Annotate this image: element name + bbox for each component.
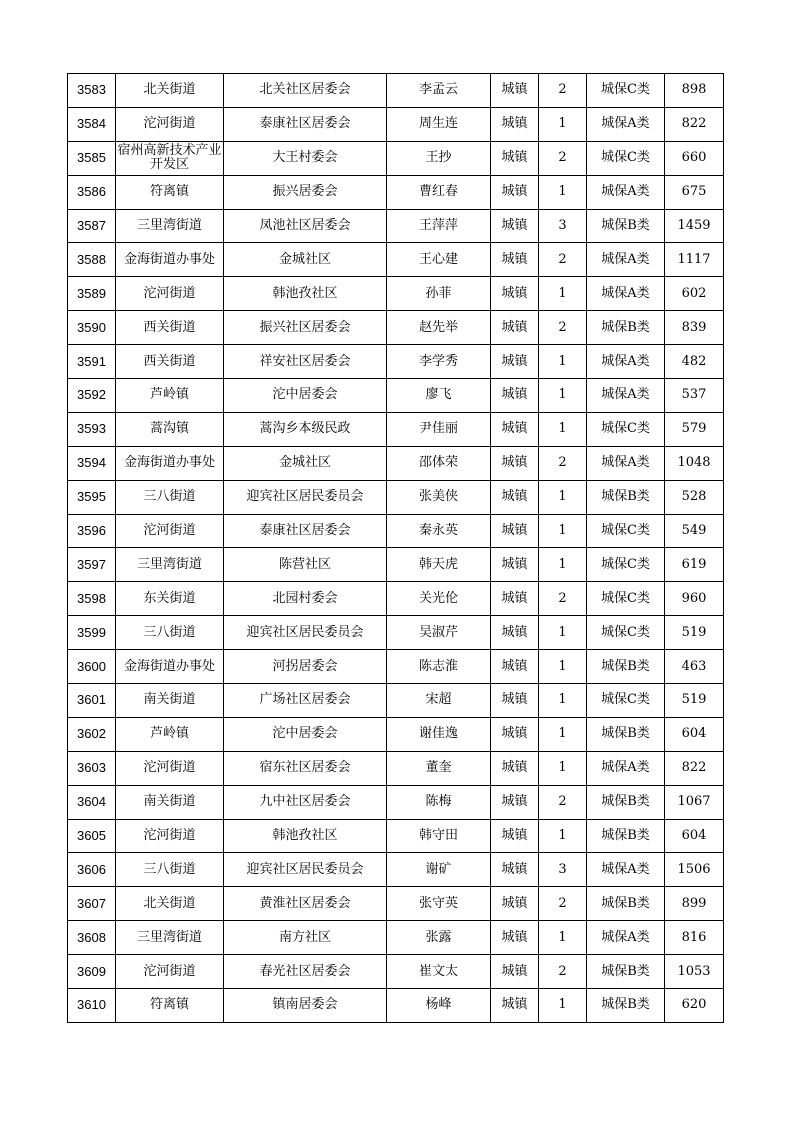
area-type-cell: 城镇 — [491, 650, 539, 684]
household-count-cell: 2 — [539, 446, 587, 480]
household-count-cell: 1 — [539, 650, 587, 684]
community-name-cell: 广场社区居委会 — [224, 684, 387, 718]
aid-amount-cell: 822 — [665, 107, 724, 141]
aid-category-cell: 城保B类 — [587, 209, 665, 243]
person-name-cell: 张守英 — [387, 887, 491, 921]
community-name-cell: 河拐居委会 — [224, 650, 387, 684]
area-type-cell: 城镇 — [491, 446, 539, 480]
aid-amount-cell: 519 — [665, 684, 724, 718]
community-name-cell: 泰康社区居委会 — [224, 514, 387, 548]
area-type-cell: 城镇 — [491, 277, 539, 311]
area-type-cell: 城镇 — [491, 107, 539, 141]
household-count-cell: 1 — [539, 717, 587, 751]
aid-amount-cell: 1048 — [665, 446, 724, 480]
aid-category-cell: 城保C类 — [587, 548, 665, 582]
aid-amount-cell: 960 — [665, 582, 724, 616]
street-office-cell: 北关街道 — [116, 887, 224, 921]
aid-category-cell: 城保B类 — [587, 650, 665, 684]
community-name-cell: 黄淮社区居委会 — [224, 887, 387, 921]
community-name-cell: 祥安社区居委会 — [224, 345, 387, 379]
record-id-cell: 3591 — [68, 345, 116, 379]
area-type-cell: 城镇 — [491, 751, 539, 785]
table-row — [68, 74, 724, 108]
person-name-cell: 陈梅 — [387, 785, 491, 819]
aid-amount-cell: 537 — [665, 379, 724, 413]
household-count-cell: 2 — [539, 785, 587, 819]
aid-category-cell: 城保C类 — [587, 74, 665, 108]
area-type-cell: 城镇 — [491, 311, 539, 345]
community-name-cell: 韩池孜社区 — [224, 819, 387, 853]
table-row — [68, 989, 724, 1023]
table-row — [68, 480, 724, 514]
record-id-cell: 3610 — [68, 989, 116, 1023]
household-count-cell: 1 — [539, 616, 587, 650]
street-office-cell: 金海街道办事处 — [116, 243, 224, 277]
record-id-cell: 3587 — [68, 209, 116, 243]
person-name-cell: 董奎 — [387, 751, 491, 785]
community-name-cell: 金城社区 — [224, 243, 387, 277]
community-name-cell: 迎宾社区居民委员会 — [224, 853, 387, 887]
record-id-cell: 3603 — [68, 751, 116, 785]
area-type-cell: 城镇 — [491, 209, 539, 243]
person-name-cell: 尹佳丽 — [387, 412, 491, 446]
aid-amount-cell: 579 — [665, 412, 724, 446]
street-office-cell: 芦岭镇 — [116, 379, 224, 413]
street-office-cell: 芦岭镇 — [116, 717, 224, 751]
household-count-cell: 1 — [539, 175, 587, 209]
table-row — [68, 379, 724, 413]
table-row — [68, 650, 724, 684]
table-row — [68, 243, 724, 277]
aid-amount-cell: 675 — [665, 175, 724, 209]
table-row — [68, 107, 724, 141]
table-row — [68, 446, 724, 480]
aid-amount-cell: 604 — [665, 717, 724, 751]
table-row — [68, 887, 724, 921]
street-office-cell: 蒿沟镇 — [116, 412, 224, 446]
household-count-cell: 1 — [539, 921, 587, 955]
record-id-cell: 3604 — [68, 785, 116, 819]
aid-category-cell: 城保C类 — [587, 514, 665, 548]
household-count-cell: 3 — [539, 853, 587, 887]
record-id-cell: 3607 — [68, 887, 116, 921]
person-name-cell: 王萍萍 — [387, 209, 491, 243]
street-office-cell: 西关街道 — [116, 345, 224, 379]
area-type-cell: 城镇 — [491, 785, 539, 819]
community-name-cell: 韩池孜社区 — [224, 277, 387, 311]
record-id-cell: 3583 — [68, 74, 116, 108]
aid-category-cell: 城保A类 — [587, 921, 665, 955]
household-count-cell: 1 — [539, 751, 587, 785]
community-name-cell: 沱中居委会 — [224, 717, 387, 751]
person-name-cell: 谢矿 — [387, 853, 491, 887]
person-name-cell: 关光伦 — [387, 582, 491, 616]
person-name-cell: 李孟云 — [387, 74, 491, 108]
street-office-cell: 三八街道 — [116, 480, 224, 514]
street-office-cell: 沱河街道 — [116, 751, 224, 785]
street-office-cell: 三八街道 — [116, 853, 224, 887]
aid-category-cell: 城保A类 — [587, 446, 665, 480]
street-office-cell: 符离镇 — [116, 989, 224, 1023]
person-name-cell: 赵先举 — [387, 311, 491, 345]
person-name-cell: 廖飞 — [387, 379, 491, 413]
aid-category-cell: 城保A类 — [587, 853, 665, 887]
aid-amount-cell: 899 — [665, 887, 724, 921]
area-type-cell: 城镇 — [491, 887, 539, 921]
aid-category-cell: 城保C类 — [587, 141, 665, 175]
aid-amount-cell: 519 — [665, 616, 724, 650]
aid-amount-cell: 604 — [665, 819, 724, 853]
table-row — [68, 616, 724, 650]
table-row — [68, 955, 724, 989]
aid-category-cell: 城保C类 — [587, 412, 665, 446]
record-id-cell: 3588 — [68, 243, 116, 277]
household-count-cell: 1 — [539, 548, 587, 582]
record-id-cell: 3609 — [68, 955, 116, 989]
record-id-cell: 3602 — [68, 717, 116, 751]
aid-amount-cell: 528 — [665, 480, 724, 514]
aid-category-cell: 城保C类 — [587, 582, 665, 616]
table-row — [68, 141, 724, 175]
record-id-cell: 3600 — [68, 650, 116, 684]
area-type-cell: 城镇 — [491, 717, 539, 751]
person-name-cell: 吴淑芹 — [387, 616, 491, 650]
household-count-cell: 1 — [539, 989, 587, 1023]
household-count-cell: 3 — [539, 209, 587, 243]
aid-category-cell: 城保A类 — [587, 345, 665, 379]
aid-amount-cell: 660 — [665, 141, 724, 175]
community-name-cell: 南方社区 — [224, 921, 387, 955]
street-office-cell: 南关街道 — [116, 785, 224, 819]
area-type-cell: 城镇 — [491, 74, 539, 108]
street-office-cell: 三八街道 — [116, 616, 224, 650]
aid-amount-cell: 549 — [665, 514, 724, 548]
household-count-cell: 2 — [539, 582, 587, 616]
aid-category-cell: 城保A类 — [587, 107, 665, 141]
street-office-cell: 沱河街道 — [116, 277, 224, 311]
community-name-cell: 蒿沟乡本级民政 — [224, 412, 387, 446]
household-count-cell: 2 — [539, 243, 587, 277]
person-name-cell: 张美侠 — [387, 480, 491, 514]
area-type-cell: 城镇 — [491, 141, 539, 175]
aid-category-cell: 城保B类 — [587, 989, 665, 1023]
table-row — [68, 853, 724, 887]
person-name-cell: 陈志淮 — [387, 650, 491, 684]
person-name-cell: 韩守田 — [387, 819, 491, 853]
record-id-cell: 3589 — [68, 277, 116, 311]
household-count-cell: 1 — [539, 345, 587, 379]
table-row — [68, 819, 724, 853]
household-count-cell: 2 — [539, 74, 587, 108]
record-id-cell: 3585 — [68, 141, 116, 175]
street-office-cell: 沱河街道 — [116, 514, 224, 548]
street-office-cell: 宿州高新技术产业开发区 — [116, 141, 224, 175]
person-name-cell: 王抄 — [387, 141, 491, 175]
record-id-cell: 3586 — [68, 175, 116, 209]
street-office-cell: 符离镇 — [116, 175, 224, 209]
community-name-cell: 大王村委会 — [224, 141, 387, 175]
household-count-cell: 1 — [539, 107, 587, 141]
household-count-cell: 1 — [539, 819, 587, 853]
aid-category-cell: 城保A类 — [587, 243, 665, 277]
street-office-cell: 金海街道办事处 — [116, 446, 224, 480]
table-row — [68, 311, 724, 345]
street-office-cell: 三里湾街道 — [116, 209, 224, 243]
household-count-cell: 2 — [539, 311, 587, 345]
aid-amount-cell: 898 — [665, 74, 724, 108]
community-name-cell: 振兴居委会 — [224, 175, 387, 209]
aid-amount-cell: 816 — [665, 921, 724, 955]
person-name-cell: 李学秀 — [387, 345, 491, 379]
aid-category-cell: 城保A类 — [587, 175, 665, 209]
table-row — [68, 785, 724, 819]
record-id-cell: 3592 — [68, 379, 116, 413]
aid-amount-cell: 602 — [665, 277, 724, 311]
table-row — [68, 548, 724, 582]
relief-roster-table — [67, 73, 724, 1023]
table-row — [68, 582, 724, 616]
household-count-cell: 1 — [539, 684, 587, 718]
record-id-cell: 3597 — [68, 548, 116, 582]
aid-amount-cell: 1506 — [665, 853, 724, 887]
aid-category-cell: 城保B类 — [587, 785, 665, 819]
area-type-cell: 城镇 — [491, 345, 539, 379]
person-name-cell: 宋超 — [387, 684, 491, 718]
record-id-cell: 3608 — [68, 921, 116, 955]
area-type-cell: 城镇 — [491, 514, 539, 548]
aid-category-cell: 城保B类 — [587, 717, 665, 751]
person-name-cell: 韩天虎 — [387, 548, 491, 582]
record-id-cell: 3605 — [68, 819, 116, 853]
community-name-cell: 迎宾社区居民委员会 — [224, 480, 387, 514]
street-office-cell: 西关街道 — [116, 311, 224, 345]
aid-amount-cell: 1117 — [665, 243, 724, 277]
area-type-cell: 城镇 — [491, 548, 539, 582]
aid-category-cell: 城保B类 — [587, 480, 665, 514]
aid-amount-cell: 482 — [665, 345, 724, 379]
record-id-cell: 3594 — [68, 446, 116, 480]
aid-category-cell: 城保A类 — [587, 751, 665, 785]
record-id-cell: 3601 — [68, 684, 116, 718]
aid-category-cell: 城保B类 — [587, 819, 665, 853]
street-office-cell: 沱河街道 — [116, 819, 224, 853]
street-office-cell: 三里湾街道 — [116, 548, 224, 582]
area-type-cell: 城镇 — [491, 989, 539, 1023]
community-name-cell: 泰康社区居委会 — [224, 107, 387, 141]
street-office-cell: 三里湾街道 — [116, 921, 224, 955]
record-id-cell: 3606 — [68, 853, 116, 887]
household-count-cell: 1 — [539, 412, 587, 446]
street-office-cell: 北关街道 — [116, 74, 224, 108]
community-name-cell: 迎宾社区居民委员会 — [224, 616, 387, 650]
aid-category-cell: 城保A类 — [587, 379, 665, 413]
street-office-cell: 南关街道 — [116, 684, 224, 718]
record-id-cell: 3593 — [68, 412, 116, 446]
record-id-cell: 3598 — [68, 582, 116, 616]
aid-amount-cell: 620 — [665, 989, 724, 1023]
area-type-cell: 城镇 — [491, 921, 539, 955]
household-count-cell: 2 — [539, 141, 587, 175]
area-type-cell: 城镇 — [491, 412, 539, 446]
person-name-cell: 周生连 — [387, 107, 491, 141]
record-id-cell: 3584 — [68, 107, 116, 141]
community-name-cell: 金城社区 — [224, 446, 387, 480]
area-type-cell: 城镇 — [491, 582, 539, 616]
person-name-cell: 曹红春 — [387, 175, 491, 209]
record-id-cell: 3590 — [68, 311, 116, 345]
aid-amount-cell: 822 — [665, 751, 724, 785]
person-name-cell: 邵体荣 — [387, 446, 491, 480]
household-count-cell: 1 — [539, 480, 587, 514]
aid-category-cell: 城保B类 — [587, 955, 665, 989]
aid-category-cell: 城保B类 — [587, 311, 665, 345]
table-row — [68, 514, 724, 548]
community-name-cell: 春光社区居委会 — [224, 955, 387, 989]
table-row — [68, 209, 724, 243]
community-name-cell: 凤池社区居委会 — [224, 209, 387, 243]
community-name-cell: 宿东社区居委会 — [224, 751, 387, 785]
street-office-cell: 沱河街道 — [116, 955, 224, 989]
area-type-cell: 城镇 — [491, 684, 539, 718]
person-name-cell: 孙菲 — [387, 277, 491, 311]
household-count-cell: 1 — [539, 514, 587, 548]
community-name-cell: 镇南居委会 — [224, 989, 387, 1023]
person-name-cell: 崔文太 — [387, 955, 491, 989]
aid-amount-cell: 1053 — [665, 955, 724, 989]
street-office-cell: 沱河街道 — [116, 107, 224, 141]
table-row — [68, 751, 724, 785]
aid-category-cell: 城保B类 — [587, 887, 665, 921]
table-row — [68, 921, 724, 955]
person-name-cell: 秦永英 — [387, 514, 491, 548]
community-name-cell: 北关社区居委会 — [224, 74, 387, 108]
person-name-cell: 王心建 — [387, 243, 491, 277]
table-row — [68, 175, 724, 209]
household-count-cell: 1 — [539, 277, 587, 311]
aid-amount-cell: 1459 — [665, 209, 724, 243]
aid-category-cell: 城保A类 — [587, 277, 665, 311]
area-type-cell: 城镇 — [491, 616, 539, 650]
area-type-cell: 城镇 — [491, 379, 539, 413]
table-row — [68, 412, 724, 446]
street-office-cell: 东关街道 — [116, 582, 224, 616]
street-office-cell: 金海街道办事处 — [116, 650, 224, 684]
household-count-cell: 2 — [539, 955, 587, 989]
aid-category-cell: 城保C类 — [587, 616, 665, 650]
person-name-cell: 张露 — [387, 921, 491, 955]
table-row — [68, 717, 724, 751]
record-id-cell: 3596 — [68, 514, 116, 548]
household-count-cell: 1 — [539, 379, 587, 413]
aid-amount-cell: 463 — [665, 650, 724, 684]
table-body — [68, 74, 724, 1023]
aid-amount-cell: 619 — [665, 548, 724, 582]
area-type-cell: 城镇 — [491, 175, 539, 209]
person-name-cell: 杨峰 — [387, 989, 491, 1023]
community-name-cell: 沱中居委会 — [224, 379, 387, 413]
record-id-cell: 3595 — [68, 480, 116, 514]
community-name-cell: 北园村委会 — [224, 582, 387, 616]
area-type-cell: 城镇 — [491, 243, 539, 277]
person-name-cell: 谢佳逸 — [387, 717, 491, 751]
record-id-cell: 3599 — [68, 616, 116, 650]
table-row — [68, 345, 724, 379]
aid-amount-cell: 839 — [665, 311, 724, 345]
aid-amount-cell: 1067 — [665, 785, 724, 819]
aid-category-cell: 城保C类 — [587, 684, 665, 718]
table-row — [68, 684, 724, 718]
community-name-cell: 振兴社区居委会 — [224, 311, 387, 345]
table-row — [68, 277, 724, 311]
area-type-cell: 城镇 — [491, 480, 539, 514]
area-type-cell: 城镇 — [491, 819, 539, 853]
community-name-cell: 九中社区居委会 — [224, 785, 387, 819]
area-type-cell: 城镇 — [491, 853, 539, 887]
area-type-cell: 城镇 — [491, 955, 539, 989]
household-count-cell: 2 — [539, 887, 587, 921]
community-name-cell: 陈营社区 — [224, 548, 387, 582]
